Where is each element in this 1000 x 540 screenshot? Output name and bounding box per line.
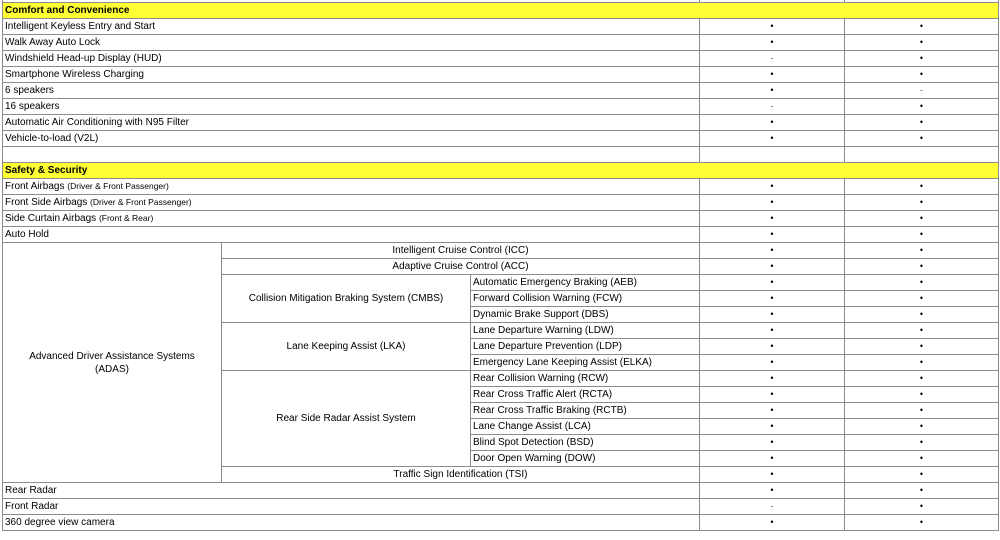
feature-label: Lane Departure Warning (LDW) [471, 323, 700, 339]
section-title-comfort: Comfort and Convenience [3, 3, 999, 19]
feature-label: Walk Away Auto Lock [3, 35, 700, 51]
feature-label: Intelligent Keyless Entry and Start [3, 19, 700, 35]
feature-name: Front Side Airbags [5, 197, 88, 208]
trim-b-mark: • [845, 515, 999, 531]
trim-a-mark: • [700, 275, 845, 291]
table-row [3, 179, 999, 195]
trim-b-mark: • [845, 499, 999, 515]
table-row [3, 51, 999, 67]
feature-label: Emergency Lane Keeping Assist (ELKA) [471, 355, 700, 371]
table-row [3, 35, 999, 51]
trim-b-mark: • [845, 19, 999, 35]
trim-a-mark: • [700, 195, 845, 211]
trim-a-mark: • [700, 83, 845, 99]
table-row [3, 243, 999, 259]
cmbs-group-label: Collision Mitigation Braking System (CMBS) [222, 275, 471, 323]
feature-label: Rear Radar [3, 483, 700, 499]
trim-a-mark: • [700, 35, 845, 51]
feature-label [3, 211, 700, 227]
trim-b-mark: • [845, 371, 999, 387]
trim-a-mark: • [700, 467, 845, 483]
section-header-row [3, 163, 999, 179]
trim-b-mark: • [845, 99, 999, 115]
feature-label: 6 speakers [3, 83, 700, 99]
trim-a-mark: • [700, 483, 845, 499]
trim-b-mark: • [845, 211, 999, 227]
trim-b-mark: • [845, 387, 999, 403]
feature-label: 16 speakers [3, 99, 700, 115]
trim-a-mark: • [700, 291, 845, 307]
trim-b-mark: - [845, 83, 999, 99]
feature-label: Front Radar [3, 499, 700, 515]
trim-b-mark: • [845, 243, 999, 259]
feature-label: Blind Spot Detection (BSD) [471, 435, 700, 451]
feature-label: Auto Hold [3, 227, 700, 243]
trim-b-mark: • [845, 291, 999, 307]
table-row [3, 115, 999, 131]
feature-label: Lane Departure Prevention (LDP) [471, 339, 700, 355]
trim-a-mark: • [700, 19, 845, 35]
feature-label: Vehicle-to-load (V2L) [3, 131, 700, 147]
table-row [3, 67, 999, 83]
trim-a-mark: • [700, 211, 845, 227]
feature-label: Smartphone Wireless Charging [3, 67, 700, 83]
trim-b-mark: • [845, 451, 999, 467]
table-row [3, 483, 999, 499]
table-row [3, 227, 999, 243]
trim-a-mark: • [700, 227, 845, 243]
table-row [3, 131, 999, 147]
trim-b-mark: • [845, 339, 999, 355]
trim-a-mark: • [700, 307, 845, 323]
feature-label: Automatic Emergency Braking (AEB) [471, 275, 700, 291]
trim-a-mark: • [700, 451, 845, 467]
feature-label: Forward Collision Warning (FCW) [471, 291, 700, 307]
feature-note: (Driver & Front Passenger) [90, 197, 192, 207]
trim-a-mark: • [700, 115, 845, 131]
trim-a-mark: • [700, 435, 845, 451]
spacer-cell [700, 147, 845, 163]
trim-a-mark: • [700, 179, 845, 195]
feature-note: (Driver & Front Passenger) [67, 181, 169, 191]
section-title-safety: Safety & Security [3, 163, 999, 179]
trim-b-mark: • [845, 51, 999, 67]
lka-group-label: Lane Keeping Assist (LKA) [222, 323, 471, 371]
table-row [3, 211, 999, 227]
trim-b-mark: • [845, 403, 999, 419]
trim-b-mark: • [845, 227, 999, 243]
feature-label: Windshield Head-up Display (HUD) [3, 51, 700, 67]
trim-a-mark: - [700, 499, 845, 515]
trim-b-mark: • [845, 35, 999, 51]
trim-a-mark: - [700, 51, 845, 67]
feature-label [3, 195, 700, 211]
trim-a-mark: • [700, 403, 845, 419]
trim-b-mark: • [845, 467, 999, 483]
trim-a-mark: • [700, 355, 845, 371]
trim-b-mark: • [845, 179, 999, 195]
feature-label: Rear Collision Warning (RCW) [471, 371, 700, 387]
feature-note: (Front & Rear) [98, 213, 154, 223]
trim-a-mark: • [700, 371, 845, 387]
trim-a-mark: • [700, 131, 845, 147]
table-row [3, 147, 999, 163]
feature-label: Dynamic Brake Support (DBS) [471, 307, 700, 323]
trim-b-mark: • [845, 275, 999, 291]
feature-label: Automatic Air Conditioning with N95 Filter [3, 115, 700, 131]
table-row [3, 19, 999, 35]
trim-b-mark: • [845, 355, 999, 371]
trim-b-mark: • [845, 435, 999, 451]
trim-b-mark: • [845, 67, 999, 83]
feature-name: Front Airbags [5, 181, 65, 192]
trim-b-mark: • [845, 131, 999, 147]
spec-table [2, 0, 999, 531]
table-row [3, 499, 999, 515]
trim-a-mark: • [700, 339, 845, 355]
table-row [3, 195, 999, 211]
trim-b-mark: • [845, 419, 999, 435]
table-row [3, 99, 999, 115]
table-row [3, 515, 999, 531]
trim-a-mark: • [700, 259, 845, 275]
spacer-cell [845, 147, 999, 163]
trim-a-mark: • [700, 419, 845, 435]
feature-name: Side Curtain Airbags [5, 213, 97, 224]
rsra-group-label: Rear Side Radar Assist System [222, 371, 471, 467]
trim-b-mark: • [845, 483, 999, 499]
trim-a-mark: • [700, 243, 845, 259]
trim-b-mark: • [845, 115, 999, 131]
feature-label: Rear Cross Traffic Braking (RCTB) [471, 403, 700, 419]
trim-a-mark: • [700, 387, 845, 403]
trim-a-mark: • [700, 323, 845, 339]
trim-b-mark: • [845, 195, 999, 211]
feature-label: Adaptive Cruise Control (ACC) [222, 259, 700, 275]
trim-a-mark: • [700, 515, 845, 531]
table-row [3, 83, 999, 99]
trim-b-mark: • [845, 307, 999, 323]
feature-label: Traffic Sign Identification (TSI) [222, 467, 700, 483]
feature-label: Lane Change Assist (LCA) [471, 419, 700, 435]
trim-b-mark: • [845, 259, 999, 275]
feature-label: 360 degree view camera [3, 515, 700, 531]
spacer-cell [3, 147, 700, 163]
section-header-row [3, 3, 999, 19]
feature-label [3, 179, 700, 195]
feature-label: Rear Cross Traffic Alert (RCTA) [471, 387, 700, 403]
adas-group-label: Advanced Driver Assistance Systems (ADAS) [3, 243, 222, 483]
feature-label: Intelligent Cruise Control (ICC) [222, 243, 700, 259]
trim-b-mark: • [845, 323, 999, 339]
trim-a-mark: • [700, 67, 845, 83]
feature-label: Door Open Warning (DOW) [471, 451, 700, 467]
trim-a-mark: - [700, 99, 845, 115]
